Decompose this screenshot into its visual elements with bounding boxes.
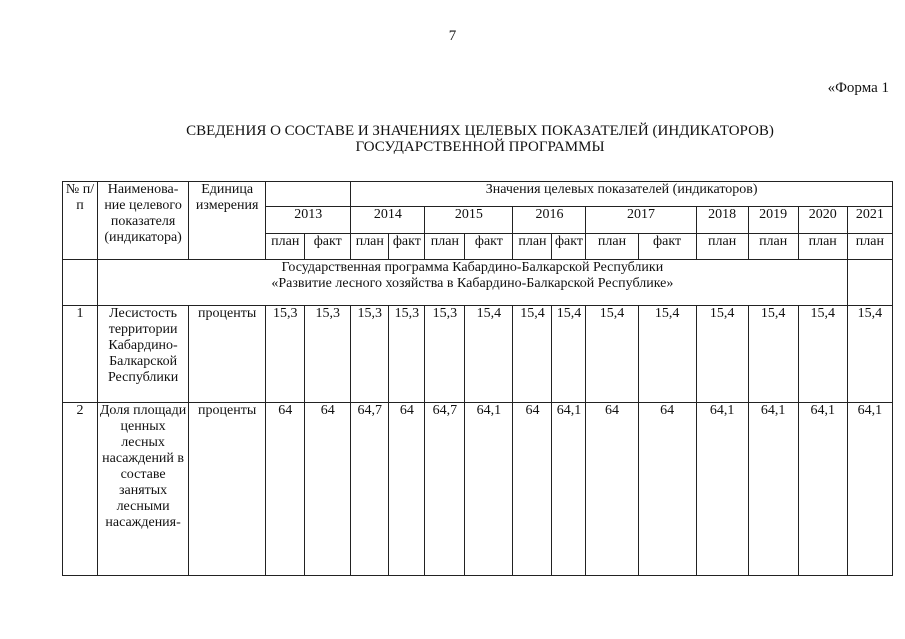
value-cell: 15,4 bbox=[465, 306, 513, 403]
value-cell: 15,4 bbox=[798, 306, 847, 403]
value-cell: 15,4 bbox=[696, 306, 748, 403]
value-cell: 15,4 bbox=[586, 306, 638, 403]
plan-2020: план bbox=[798, 234, 847, 260]
value-cell: 64,1 bbox=[798, 403, 847, 576]
plan-2014: план bbox=[351, 234, 389, 260]
table-row bbox=[63, 306, 893, 403]
value-cell: 15,4 bbox=[552, 306, 586, 403]
header-empty bbox=[266, 182, 351, 207]
value-cell: 64,7 bbox=[351, 403, 389, 576]
table-row bbox=[63, 403, 893, 576]
value-cell: 64 bbox=[266, 403, 305, 576]
year-2020: 2020 bbox=[798, 207, 847, 234]
fact-2016: факт bbox=[552, 234, 586, 260]
year-2015: 2015 bbox=[425, 207, 513, 234]
year-2017: 2017 bbox=[586, 207, 696, 234]
header-name: Наименова-ние целевого показателя (индикатора) bbox=[98, 182, 189, 260]
value-cell: 15,4 bbox=[748, 306, 798, 403]
plan-2013: план bbox=[266, 234, 305, 260]
header-values-group: Значения целевых показателей (индикаторов) bbox=[351, 182, 893, 207]
value-cell: 15,3 bbox=[351, 306, 389, 403]
value-cell: 64,1 bbox=[552, 403, 586, 576]
value-cell: 15,3 bbox=[266, 306, 305, 403]
row-number: 2 bbox=[63, 403, 98, 576]
plan-2015: план bbox=[425, 234, 465, 260]
fact-2015: факт bbox=[465, 234, 513, 260]
fact-2014: факт bbox=[389, 234, 425, 260]
document-title bbox=[0, 123, 905, 155]
fact-2013: факт bbox=[305, 234, 351, 260]
value-cell: 15,3 bbox=[305, 306, 351, 403]
year-2018: 2018 bbox=[696, 207, 748, 234]
section-num-empty bbox=[63, 260, 98, 306]
fact-2017: факт bbox=[638, 234, 696, 260]
value-cell: 64 bbox=[513, 403, 552, 576]
year-2019: 2019 bbox=[748, 207, 798, 234]
value-cell: 15,4 bbox=[847, 306, 892, 403]
indicator-name: Доля площади ценных лесных насаждений в составе занятых лесными насаждения- bbox=[98, 403, 189, 576]
year-2021: 2021 bbox=[847, 207, 892, 234]
value-cell: 64 bbox=[305, 403, 351, 576]
form-label: «Форма 1 bbox=[827, 80, 889, 96]
value-cell: 64 bbox=[586, 403, 638, 576]
value-cell: 64 bbox=[389, 403, 425, 576]
value-cell: 15,3 bbox=[425, 306, 465, 403]
title-line-2: ГОСУДАРСТВЕННОЙ ПРОГРАММЫ bbox=[355, 139, 605, 155]
title-line-1: СВЕДЕНИЯ О СОСТАВЕ И ЗНАЧЕНИЯХ ЦЕЛЕВЫХ ПОКАЗАТЕЛЕЙ (ИНДИКАТОРОВ) bbox=[186, 123, 774, 139]
value-cell: 64 bbox=[638, 403, 696, 576]
value-cell: 64,1 bbox=[748, 403, 798, 576]
plan-2019: план bbox=[748, 234, 798, 260]
value-cell: 64,1 bbox=[465, 403, 513, 576]
header-row-1 bbox=[63, 182, 893, 207]
indicators-table bbox=[62, 181, 893, 576]
year-2013: 2013 bbox=[266, 207, 351, 234]
year-2016: 2016 bbox=[513, 207, 586, 234]
section-end-empty bbox=[847, 260, 892, 306]
value-cell: 15,4 bbox=[638, 306, 696, 403]
page-number: 7 bbox=[448, 28, 457, 44]
value-cell: 64,1 bbox=[847, 403, 892, 576]
value-cell: 15,4 bbox=[513, 306, 552, 403]
plan-2018: план bbox=[696, 234, 748, 260]
unit-cell: проценты bbox=[189, 306, 266, 403]
section-row bbox=[63, 260, 893, 306]
plan-2021: план bbox=[847, 234, 892, 260]
header-num: № п/п bbox=[63, 182, 98, 260]
indicator-name: Лесистость территории Кабардино-Балкарской Республики bbox=[98, 306, 189, 403]
header-unit: Единица измерения bbox=[189, 182, 266, 260]
row-number: 1 bbox=[63, 306, 98, 403]
unit-cell: проценты bbox=[189, 403, 266, 576]
value-cell: 64,7 bbox=[425, 403, 465, 576]
year-2014: 2014 bbox=[351, 207, 425, 234]
plan-2017: план bbox=[586, 234, 638, 260]
value-cell: 64,1 bbox=[696, 403, 748, 576]
plan-2016: план bbox=[513, 234, 552, 260]
section-line-1: Государственная программа Кабардино-Балкарской Республики bbox=[281, 260, 664, 275]
section-line-2: «Развитие лесного хозяйства в Кабардино-Балкарской Республике» bbox=[271, 276, 674, 291]
section-title bbox=[98, 260, 848, 306]
value-cell: 15,3 bbox=[389, 306, 425, 403]
